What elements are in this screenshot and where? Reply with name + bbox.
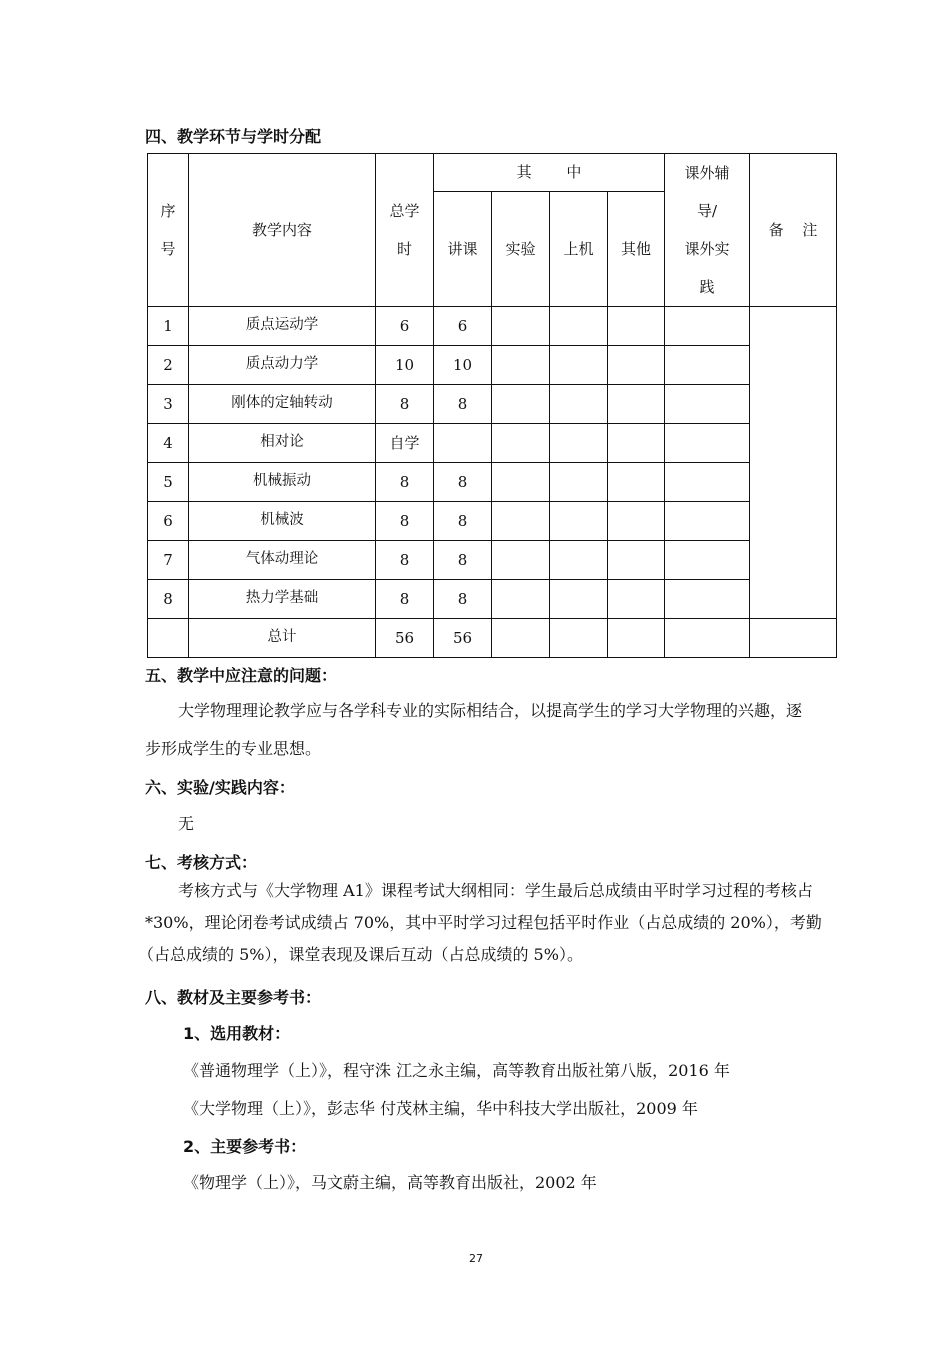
header-computer: 上机: [550, 191, 608, 306]
experiment-cell: [492, 307, 550, 346]
computer-cell: [550, 385, 608, 424]
section-5-line-1: 大学物理理论教学应与各学科专业的实际相结合，以提高学生的学习大学物理的兴趣，逐: [178, 701, 803, 720]
section-6-title: 六、实验/实践内容：: [145, 778, 295, 797]
seq-cell: 8: [148, 580, 189, 619]
experiment-cell: [492, 580, 550, 619]
header-extracurricular: 课外辅 导/ 课外实 践: [665, 154, 750, 307]
other-cell: [608, 463, 665, 502]
section-6-body: 无: [178, 814, 195, 833]
content-cell: 刚体的定轴转动: [189, 385, 376, 424]
textbook-subtitle: 1、选用教材：: [183, 1024, 291, 1043]
experiment-cell: [492, 463, 550, 502]
other-cell: [608, 541, 665, 580]
teaching-hours-table: [147, 153, 837, 658]
section-5-title: 五、教学中应注意的问题：: [145, 666, 338, 685]
header-among: 其 中: [434, 154, 665, 192]
total-cell: 8: [376, 463, 434, 502]
extracurricular-cell: [665, 619, 750, 658]
section-4-title: 四、教学环节与学时分配: [145, 127, 322, 146]
table-row: [148, 502, 837, 541]
other-cell: [608, 580, 665, 619]
content-cell: 质点动力学: [189, 346, 376, 385]
textbook-item: 《普通物理学（上）》，程守洙 江之永主编，高等教育出版社第八版，2016 年: [183, 1061, 730, 1080]
other-cell: [608, 307, 665, 346]
header-seq: 序 号: [148, 154, 189, 307]
header-other: 其他: [608, 191, 665, 306]
computer-cell: [550, 580, 608, 619]
total-cell: 8: [376, 541, 434, 580]
header-lecture: 讲课: [434, 191, 492, 306]
other-cell: [608, 346, 665, 385]
references-subtitle: 2、主要参考书：: [183, 1137, 307, 1156]
seq-cell: 5: [148, 463, 189, 502]
computer-cell: [550, 619, 608, 658]
reference-item: 《物理学（上）》，马文蔚主编，高等教育出版社，2002 年: [183, 1173, 597, 1192]
content-cell: 气体动理论: [189, 541, 376, 580]
extracurricular-cell: [665, 307, 750, 346]
table-row: [148, 385, 837, 424]
total-cell: 8: [376, 580, 434, 619]
content-cell: 机械波: [189, 502, 376, 541]
lecture-cell: 8: [434, 502, 492, 541]
computer-cell: [550, 463, 608, 502]
total-cell: 10: [376, 346, 434, 385]
seq-cell: 2: [148, 346, 189, 385]
other-cell: [608, 502, 665, 541]
experiment-cell: [492, 619, 550, 658]
seq-cell: 7: [148, 541, 189, 580]
total-cell: 8: [376, 502, 434, 541]
total-cell: 8: [376, 385, 434, 424]
computer-cell: [550, 502, 608, 541]
other-cell: [608, 385, 665, 424]
section-5-line-2: 步形成学生的专业思想。: [145, 739, 322, 758]
lecture-cell: 8: [434, 580, 492, 619]
table-row: [148, 580, 837, 619]
section-7-line-3: （占总成绩的 5%），课堂表现及课后互动（占总成绩的 5%）。: [138, 945, 583, 964]
lecture-cell: [434, 424, 492, 463]
content-cell: 质点运动学: [189, 307, 376, 346]
lecture-cell: 10: [434, 346, 492, 385]
remarks-cell: [750, 619, 837, 658]
header-content: 教学内容: [189, 154, 376, 307]
computer-cell: [550, 346, 608, 385]
total-cell: 自学: [376, 424, 434, 463]
content-cell: 相对论: [189, 424, 376, 463]
section-8-title: 八、教材及主要参考书：: [145, 988, 322, 1007]
textbook-item: 《大学物理（上）》，彭志华 付茂林主编，华中科技大学出版社，2009 年: [183, 1099, 698, 1118]
header-remarks: 备 注: [750, 154, 837, 307]
table-row: [148, 346, 837, 385]
table-row: [148, 541, 837, 580]
extracurricular-cell: [665, 541, 750, 580]
experiment-cell: [492, 385, 550, 424]
total-label-cell: 总计: [189, 619, 376, 658]
extracurricular-cell: [665, 502, 750, 541]
seq-cell: 4: [148, 424, 189, 463]
lecture-cell: 8: [434, 385, 492, 424]
extracurricular-cell: [665, 346, 750, 385]
lecture-cell: 56: [434, 619, 492, 658]
extracurricular-cell: [665, 580, 750, 619]
table-row: [148, 307, 837, 346]
remarks-cell: [750, 307, 837, 619]
experiment-cell: [492, 424, 550, 463]
content-cell: 热力学基础: [189, 580, 376, 619]
section-7-title: 七、考核方式：: [145, 853, 258, 872]
lecture-cell: 8: [434, 463, 492, 502]
seq-cell: 1: [148, 307, 189, 346]
extracurricular-cell: [665, 424, 750, 463]
table-row: [148, 424, 837, 463]
seq-cell: [148, 619, 189, 658]
lecture-cell: 6: [434, 307, 492, 346]
extracurricular-cell: [665, 463, 750, 502]
computer-cell: [550, 541, 608, 580]
other-cell: [608, 619, 665, 658]
experiment-cell: [492, 346, 550, 385]
total-cell: 56: [376, 619, 434, 658]
computer-cell: [550, 424, 608, 463]
total-cell: 6: [376, 307, 434, 346]
seq-cell: 3: [148, 385, 189, 424]
section-7-line-2: *30%，理论闭卷考试成绩占 70%，其中平时学习过程包括平时作业（占总成绩的 20%），考勤: [145, 913, 822, 932]
seq-cell: 6: [148, 502, 189, 541]
content-cell: 机械振动: [189, 463, 376, 502]
header-experiment: 实验: [492, 191, 550, 306]
experiment-cell: [492, 502, 550, 541]
computer-cell: [550, 307, 608, 346]
extracurricular-cell: [665, 385, 750, 424]
page-number: 27: [469, 1252, 483, 1265]
table-row: [148, 463, 837, 502]
header-total: 总学 时: [376, 154, 434, 307]
section-7-line-1: 考核方式与《大学物理 A1》课程考试大纲相同：学生最后总成绩由平时学习过程的考核占: [178, 881, 813, 900]
lecture-cell: 8: [434, 541, 492, 580]
other-cell: [608, 424, 665, 463]
table-total-row: [148, 619, 837, 658]
experiment-cell: [492, 541, 550, 580]
